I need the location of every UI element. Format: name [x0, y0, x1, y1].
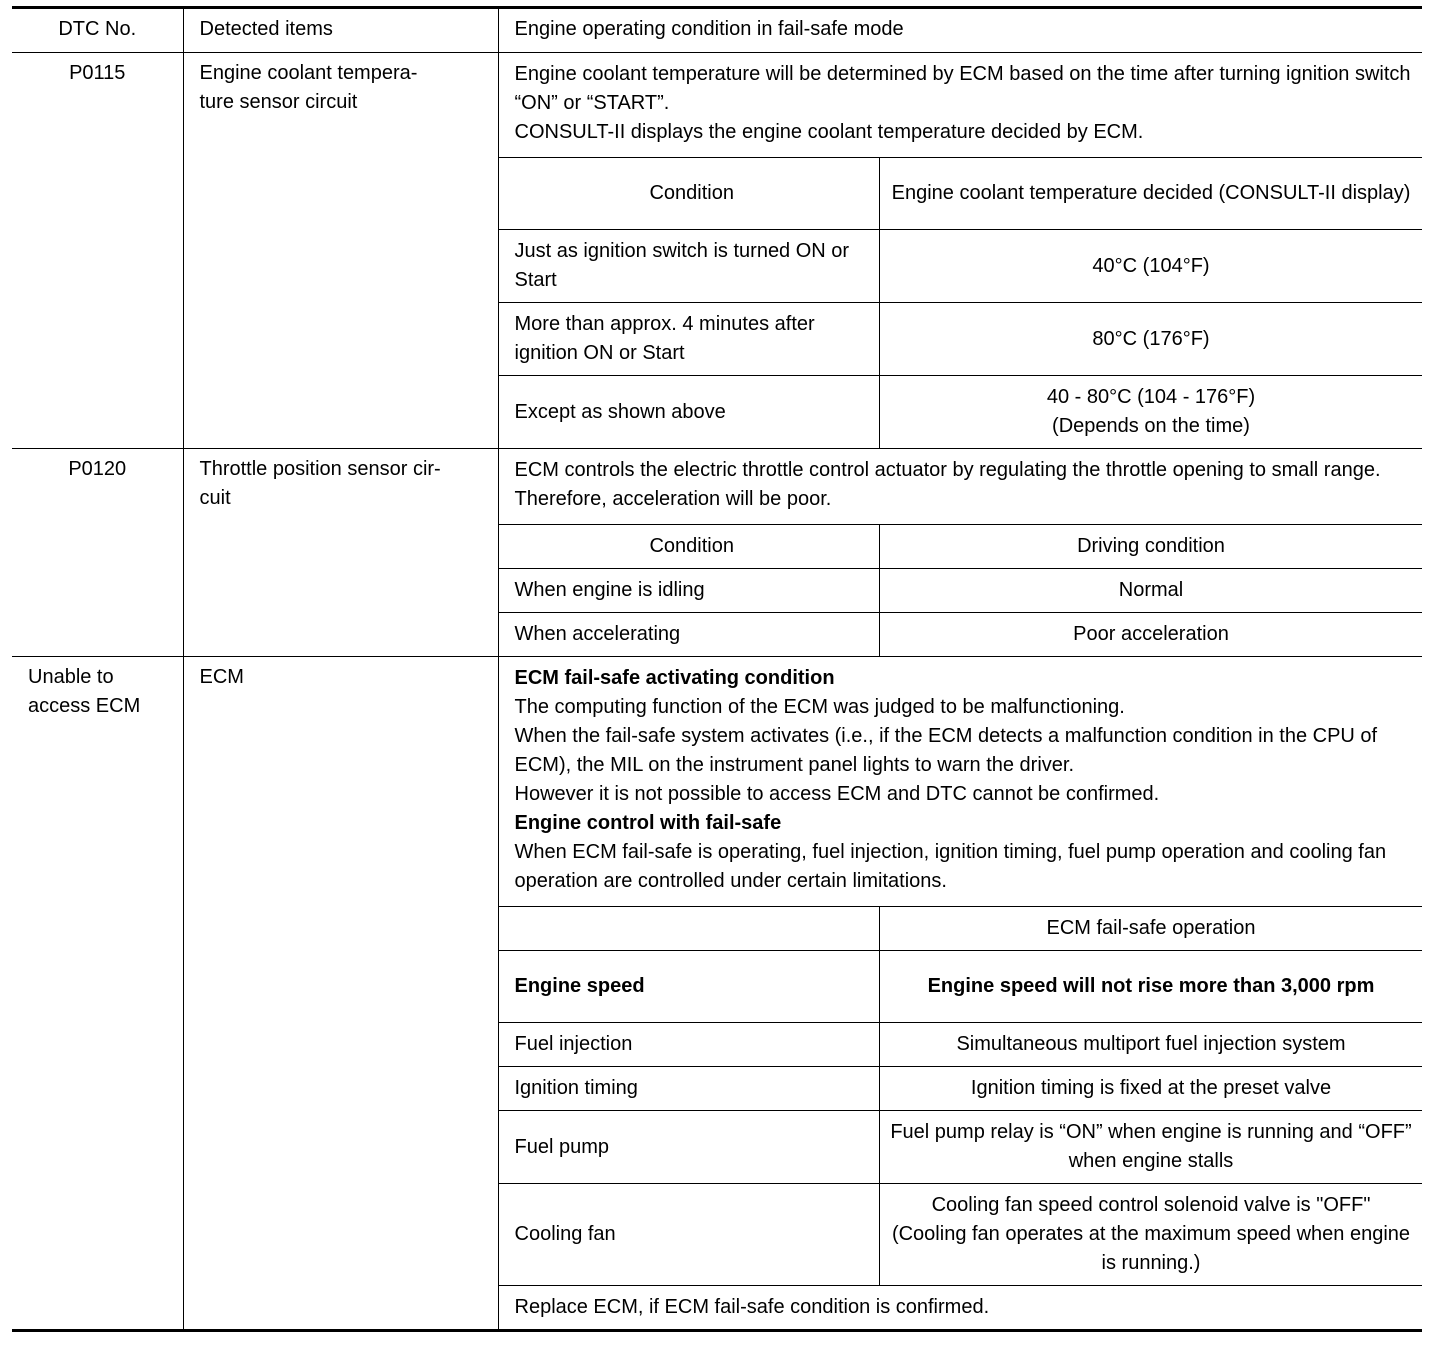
sub-header-condition: Condition	[499, 525, 880, 569]
detected-item-line: Engine coolant tempera-	[199, 62, 418, 84]
sub-table-header	[499, 907, 1423, 951]
sub-item: Cooling fan	[499, 1184, 880, 1286]
header-engine-condition: Engine operating condition in fail-safe mode	[498, 8, 1422, 53]
sub-condition: More than approx. 4 minutes after ignition ON or Start	[499, 303, 880, 376]
sub-table-row	[499, 1023, 1423, 1067]
sub-header-condition: Condition	[499, 158, 880, 230]
table-row	[12, 449, 1422, 657]
sub-table-row	[499, 1067, 1423, 1111]
sub-table-row	[499, 1111, 1423, 1184]
detected-item: ECM	[183, 657, 498, 1331]
sub-table-row	[499, 951, 1423, 1023]
condition-description	[499, 449, 1423, 524]
fail-safe-condition	[498, 53, 1422, 449]
sub-value: 80°C (176°F)	[880, 303, 1423, 376]
sub-table-header	[499, 158, 1423, 230]
ecm-fail-safe-table	[499, 906, 1423, 1329]
dtc-code: P0115	[12, 53, 183, 449]
condition-description	[499, 53, 1423, 157]
section-heading: Engine control with fail-safe	[514, 812, 782, 834]
sub-value-line: (Cooling fan operates at the maximum speed when engine is running.)	[891, 1223, 1411, 1274]
detected-item-line: cuit	[199, 487, 231, 509]
description-text: ECM controls the electric throttle control actuator by regulating the throttle opening to small range.	[514, 459, 1381, 481]
sub-condition: When engine is idling	[499, 569, 880, 613]
sub-table-row	[499, 613, 1423, 657]
sub-item: Fuel pump	[499, 1111, 880, 1184]
dtc-line: access ECM	[28, 695, 141, 717]
description-text: Therefore, acceleration will be poor.	[514, 488, 832, 510]
header-dtc-no: DTC No.	[12, 8, 183, 53]
condition-description	[499, 657, 1423, 906]
sub-condition: Except as shown above	[499, 376, 880, 449]
table-row	[12, 53, 1422, 449]
sub-table-row	[499, 230, 1423, 303]
sub-item: Engine speed	[499, 951, 880, 1023]
sub-value: Poor acceleration	[880, 613, 1423, 657]
sub-item: Fuel injection	[499, 1023, 880, 1067]
description-text: However it is not possible to access ECM and DTC cannot be confirmed.	[514, 783, 1160, 805]
sub-value-line: (Depends on the time)	[1052, 415, 1250, 437]
section-heading: ECM fail-safe activating condition	[514, 667, 835, 689]
sub-table-header	[499, 525, 1423, 569]
description-text: When the fail-safe system activates (i.e., if the ECM detects a malfunction condition in the CPU of ECM), the MIL on the instrument panel lights to warn the driver.	[514, 725, 1378, 776]
description-text: CONSULT-II displays the engine coolant temperature decided by ECM.	[514, 121, 1144, 143]
sub-value-line: Cooling fan speed control solenoid valve is "OFF"	[931, 1194, 1371, 1216]
sub-header-blank	[499, 907, 880, 951]
detected-item-line: Throttle position sensor cir-	[199, 458, 441, 480]
sub-value	[880, 376, 1423, 449]
detected-item	[183, 53, 498, 449]
header-detected-items: Detected items	[183, 8, 498, 53]
description-text: When ECM fail-safe is operating, fuel injection, ignition timing, fuel pump operation and cooling fan operation are controlled under certain limitations.	[514, 841, 1387, 892]
sub-value	[880, 1184, 1423, 1286]
sub-value: Engine speed will not rise more than 3,000 rpm	[880, 951, 1423, 1023]
dtc-code: P0120	[12, 449, 183, 657]
sub-table-footer-row	[499, 1286, 1423, 1330]
fail-safe-condition	[498, 449, 1422, 657]
table-header-row	[12, 8, 1422, 53]
coolant-temperature-table	[499, 157, 1423, 448]
description-text: The computing function of the ECM was judged to be malfunctioning.	[514, 696, 1125, 718]
driving-condition-table	[499, 524, 1423, 656]
sub-value: Normal	[880, 569, 1423, 613]
detected-item-line: ture sensor circuit	[199, 91, 358, 113]
replace-ecm-note: Replace ECM, if ECM fail-safe condition is confirmed.	[499, 1286, 1423, 1330]
fail-safe-condition	[498, 657, 1422, 1331]
sub-table-row	[499, 376, 1423, 449]
sub-condition: When accelerating	[499, 613, 880, 657]
sub-table-row	[499, 569, 1423, 613]
description-text: Engine coolant temperature will be determined by ECM based on the time after turning ignition switch “ON” or “START”.	[514, 63, 1411, 114]
sub-value: Fuel pump relay is “ON” when engine is running and “OFF” when engine stalls	[880, 1111, 1423, 1184]
sub-table-row	[499, 1184, 1423, 1286]
sub-value-line: 40 - 80°C (104 - 176°F)	[1046, 386, 1256, 408]
sub-header-temperature: Engine coolant temperature decided (CONSULT-II display)	[880, 158, 1423, 230]
sub-item: Ignition timing	[499, 1067, 880, 1111]
table-row	[12, 657, 1422, 1331]
sub-header-operation: ECM fail-safe operation	[880, 907, 1423, 951]
sub-header-driving: Driving condition	[880, 525, 1423, 569]
sub-condition: Just as ignition switch is turned ON or Start	[499, 230, 880, 303]
sub-value: 40°C (104°F)	[880, 230, 1423, 303]
sub-table-row	[499, 303, 1423, 376]
detected-item	[183, 449, 498, 657]
fail-safe-table	[12, 6, 1422, 1332]
dtc-line: Unable to	[28, 666, 114, 688]
sub-value: Simultaneous multiport fuel injection system	[880, 1023, 1423, 1067]
sub-value: Ignition timing is fixed at the preset valve	[880, 1067, 1423, 1111]
dtc-code	[12, 657, 183, 1331]
